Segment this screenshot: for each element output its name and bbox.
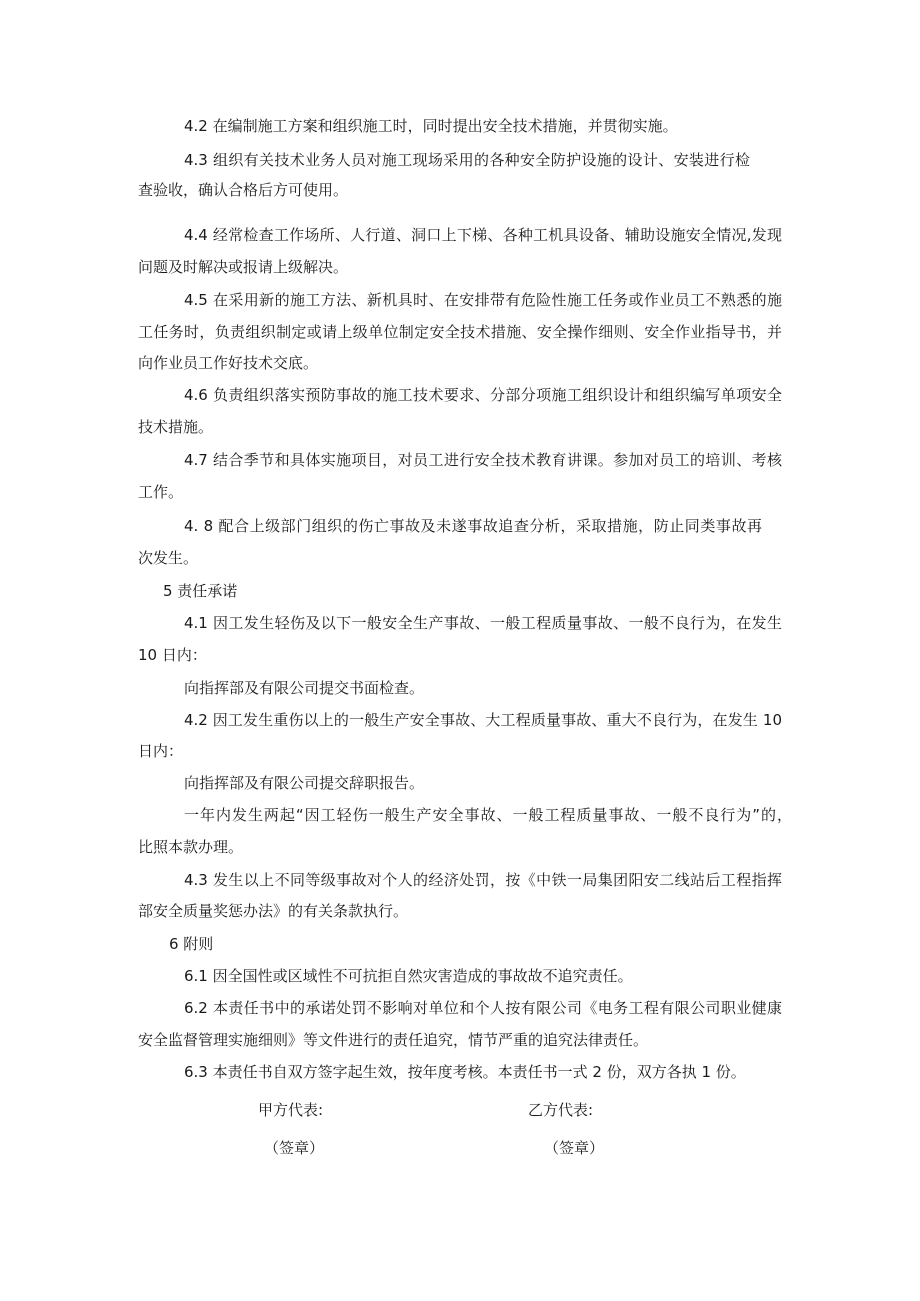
clause-5-4-2-line1: 4.2 因工发生重伤以上的一般生产安全事故、大工程质量事故、重大不良行为，在发生 10 xyxy=(184,711,782,729)
clause-6-2-line1: 6.2 本责任书中的承诺处罚不影响对单位和个人按有限公司《电务工程有限公司职业健康 xyxy=(184,999,782,1017)
party-a-label: 甲方代表: xyxy=(258,1101,324,1119)
clause-5-4-3-line1: 4.3 发生以上不同等级事故对个人的经济处罚，按《中铁一局集团阳安二线站后工程指挥 xyxy=(184,871,782,889)
section-5-heading: 5 责任承诺 xyxy=(163,582,238,600)
clause-5-4-3-line2: 部安全质量奖惩办法》的有关条款执行。 xyxy=(138,902,409,920)
party-a-seal: （签章） xyxy=(264,1139,325,1157)
clause-5-4-1-line1: 4.1 因工发生轻伤及以下一般安全生产事故、一般工程质量事故、一般不良行为，在发生 xyxy=(184,614,782,632)
clause-4-5-line2: 工任务时，负责组织制定或请上级单位制定安全技术措施、安全操作细则、安全作业指导书，并 xyxy=(138,323,782,341)
clause-6-3: 6.3 本责任书自双方签字起生效，按年度考核。本责任书一式 2 份，双方各执 1 份。 xyxy=(184,1063,746,1081)
party-b-seal: （签章） xyxy=(544,1139,605,1157)
clause-4-4-line2: 问题及时解决或报请上级解决。 xyxy=(138,258,349,276)
clause-6-2-line2: 安全监督管理实施细则》等文件进行的责任追究，情节严重的追究法律责任。 xyxy=(138,1031,649,1049)
clause-4-2: 4.2 在编制施工方案和组织施工时，同时提出安全技术措施，并贯彻实施。 xyxy=(184,117,678,135)
clause-5-4-1-line3: 向指挥部及有限公司提交书面检查。 xyxy=(184,679,425,697)
clause-4-8-line1: 4. 8 配合上级部门组织的伤亡事故及未遂事故追查分析，采取措施，防止同类事故再 xyxy=(184,517,762,535)
clause-4-6-line1: 4.6 负责组织落实预防事故的施工技术要求、分部分项施工组织设计和组织编写单项安全 xyxy=(184,386,782,404)
clause-4-5-line3: 向作业员工作好技术交底。 xyxy=(138,354,319,372)
clause-4-3-line2: 查验收，确认合格后方可使用。 xyxy=(138,181,349,199)
clause-6-1: 6.1 因全国性或区域性不可抗拒自然灾害造成的事故故不追究责任。 xyxy=(184,967,633,985)
clause-5-4-2-line2: 日内： xyxy=(138,742,184,760)
clause-4-5-line1: 4.5 在采用新的施工方法、新机具时、在安排带有危险性施工任务或作业员工不熟悉的施 xyxy=(184,291,782,309)
clause-4-3-line1: 4.3 组织有关技术业务人员对施工现场采用的各种安全防护设施的设计、安装进行检 xyxy=(184,151,750,169)
clause-4-7-line1: 4.7 结合季节和具体实施项目，对员工进行安全技术教育讲课。参加对员工的培训、考核 xyxy=(184,451,782,469)
clause-5-4-2-line3: 向指挥部及有限公司提交辞职报告。 xyxy=(184,774,425,792)
clause-5-4-2-line5: 比照本款办理。 xyxy=(138,838,244,856)
clause-4-6-line2: 技术措施。 xyxy=(138,418,214,436)
clause-4-4-line1: 4.4 经常检查工作场所、人行道、洞口上下梯、各种工机具设备、辅助设施安全情况,发现 xyxy=(184,226,782,244)
clause-5-4-2-line4: 一年内发生两起“因工轻伤一般生产安全事故、一般工程质量事故、一般不良行为”的， xyxy=(184,806,792,824)
clause-4-8-line2: 次发生。 xyxy=(138,549,199,567)
clause-5-4-1-line2: 10 日内： xyxy=(138,646,207,664)
clause-4-7-line2: 工作。 xyxy=(138,483,184,501)
party-b-label: 乙方代表: xyxy=(528,1101,594,1119)
section-6-heading: 6 附则 xyxy=(169,935,214,953)
